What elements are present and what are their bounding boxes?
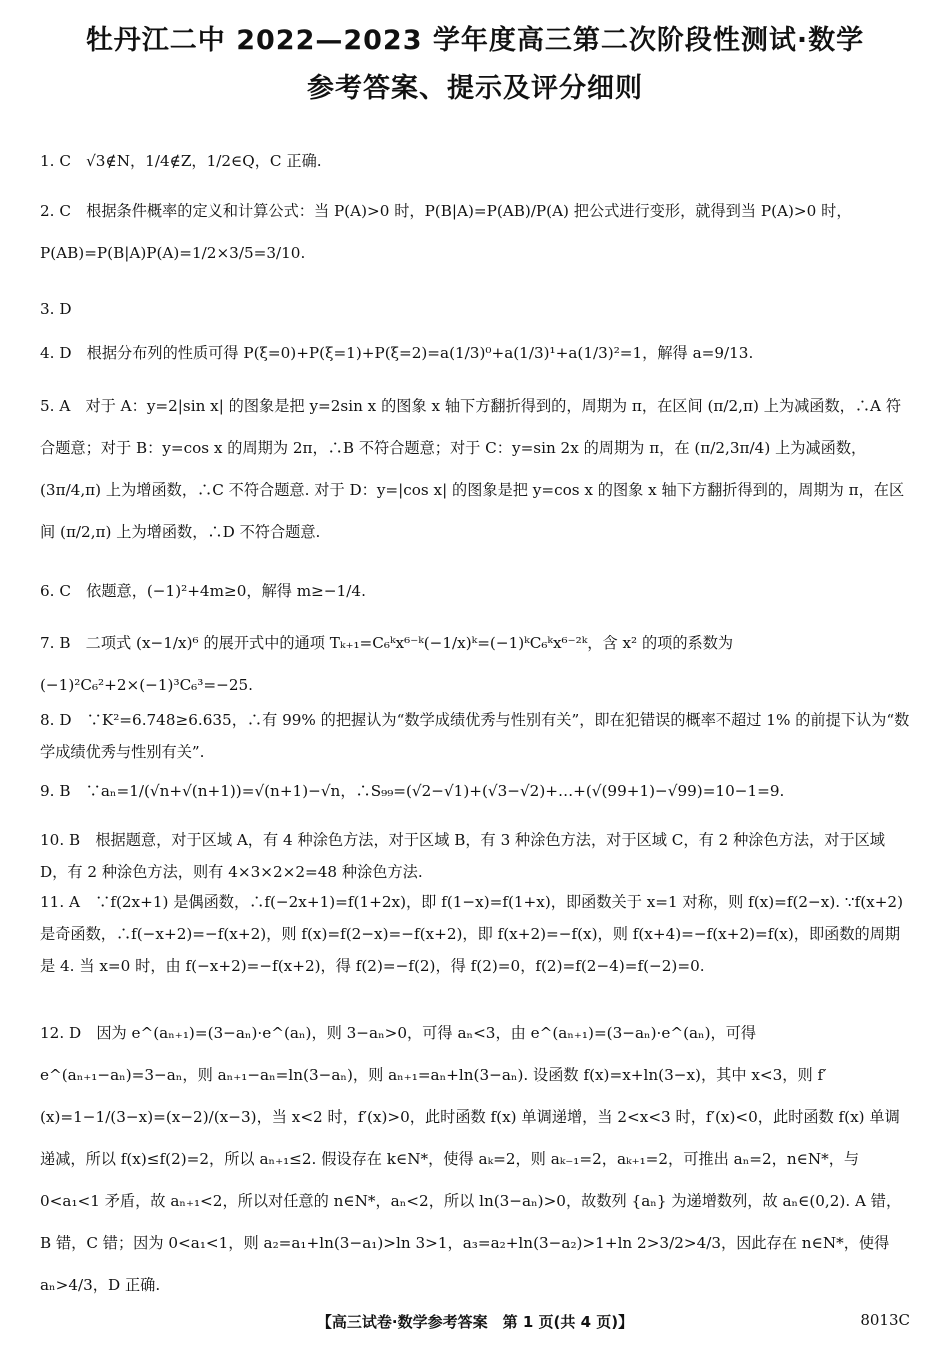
answer-1: 1. C √3∉N，1/4∉Z，1/2∈Q，C 正确. bbox=[40, 152, 322, 170]
answer-6: 6. C 依题意，(−1)²+4m≥0，解得 m≥−1/4. bbox=[40, 582, 366, 600]
page-title: 牡丹江二中 2022—2023 学年度高三第二次阶段性测试·数学 bbox=[85, 25, 865, 56]
page-footer: 【高三试卷·数学参考答案 第 1 页(共 4 页)】 bbox=[316, 1313, 634, 1331]
document-code: 8013C bbox=[860, 1311, 910, 1329]
answer-12: 12. D 因为 e^(aₙ₊₁)=(3−aₙ)·e^(aₙ)，则 3−aₙ>0，可得 aₙ<3，由 e^(aₙ₊₁)=(3−aₙ)·e^(aₙ)，可得 e^(aₙ₊₁−aₙ)=3−aₙ，则 aₙ₊₁−aₙ=ln(3−aₙ)，则 aₙ₊₁=aₙ+ln(3−aₙ). 设函数 f(x)=x+ln(3−x)，其中 x<3，则 f′(x)=1−1/(3−x)=(x−2)/(x−3)，当 x<2 时，f′(x)>0，此时函数 f(x) 单调递增，当 2<x<3 时，f′(x)<0，此时函数 f(x) 单调递减，所以 f(x)≤f(2)=2，所以 aₙ₊₁≤2. 假设存在 k∈N*，使得 aₖ=2，则 aₖ₋₁=2，aₖ₊₁=2，可推出 aₙ=2，n∈N*，与 0<a₁<1 矛盾，故 aₙ₊₁<2，所以对任意的 n∈N*，aₙ<2，所以 ln(3−aₙ)>0，故数列 {aₙ} 为递增数列，故 aₙ∈(0,2). A 错，B 错，C 错；因为 0<a₁<1，则 a₂=a₁+ln(3−a₁)>ln 3>1，a₃=a₂+ln(3−a₂)>1+ln 2>3/2>4/3，因此存在 n∈N*，使得 aₙ>4/3，D 正确. bbox=[40, 1024, 902, 1294]
answer-9: 9. B ∵aₙ=1/(√n+√(n+1))=√(n+1)−√n，∴S₉₉=(√2−√1)+(√3−√2)+…+(√(99+1)−√99)=10−1=9. bbox=[40, 782, 785, 800]
answer-7: 7. B 二项式 (x−1/x)⁶ 的展开式中的通项 Tₖ₊₁=C₆ᵏx⁶⁻ᵏ(−1/x)ᵏ=(−1)ᵏC₆ᵏx⁶⁻²ᵏ，含 x² 的项的系数为 (−1)²C₆²+2×(−1)³C₆³=−25. bbox=[40, 634, 734, 694]
answer-10: 10. B 根据题意，对于区域 A，有 4 种涂色方法，对于区域 B，有 3 种涂色方法，对于区域 C，有 2 种涂色方法，对于区域 D，有 2 种涂色方法，则有 4×3×2×2=48 种涂色方法. bbox=[40, 831, 885, 881]
answer-8: 8. D ∵K²=6.748≥6.635，∴有 99% 的把握认为“数学成绩优秀与性别有关”，即在犯错误的概率不超过 1% 的前提下认为“数学成绩优秀与性别有关”. bbox=[40, 711, 910, 761]
answer-2: 2. C 根据条件概率的定义和计算公式：当 P(A)>0 时，P(B|A)=P(AB)/P(A) 把公式进行变形，就得到当 P(A)>0 时，P(AB)=P(B|A)P(A)=1/2×3/5=3/10. bbox=[40, 202, 852, 262]
answer-4: 4. D 根据分布列的性质可得 P(ξ=0)+P(ξ=1)+P(ξ=2)=a(1/3)⁰+a(1/3)¹+a(1/3)²=1，解得 a=9/13. bbox=[40, 344, 754, 362]
answer-11: 11. A ∵f(2x+1) 是偶函数，∴f(−2x+1)=f(1+2x)，即 f(1−x)=f(1+x)，即函数关于 x=1 对称，则 f(x)=f(2−x). ∵f(x+2) 是奇函数，∴f(−x+2)=−f(x+2)，则 f(x)=f(2−x)=−f(x+2)，即 f(x+2)=−f(x)，则 f(x+4)=−f(x+2)=f(x)，即函数的周期是 4. 当 x=0 时，由 f(−x+2)=−f(x+2)，得 f(2)=−f(2)，得 f(2)=0，f(2)=f(2−4)=f(−2)=0. bbox=[40, 893, 904, 975]
answer-3: 3. D bbox=[40, 300, 72, 318]
answer-5: 5. A 对于 A：y=2|sin x| 的图象是把 y=2sin x 的图象 x 轴下方翻折得到的，周期为 π，在区间 (π/2,π) 上为减函数，∴A 符合题意；对于 B：y=cos x 的周期为 2π，∴B 不符合题意；对于 C：y=sin 2x 的周期为 π，在 (π/2,3π/4) 上为减函数，(3π/4,π) 上为增函数，∴C 不符合题意. 对于 D：y=|cos x| 的图象是把 y=cos x 的图象 x 轴下方翻折得到的，周期为 π，在区间 (π/2,π) 上为增函数，∴D 不符合题意. bbox=[40, 397, 905, 541]
page-subtitle: 参考答案、提示及评分细则 bbox=[307, 73, 643, 104]
